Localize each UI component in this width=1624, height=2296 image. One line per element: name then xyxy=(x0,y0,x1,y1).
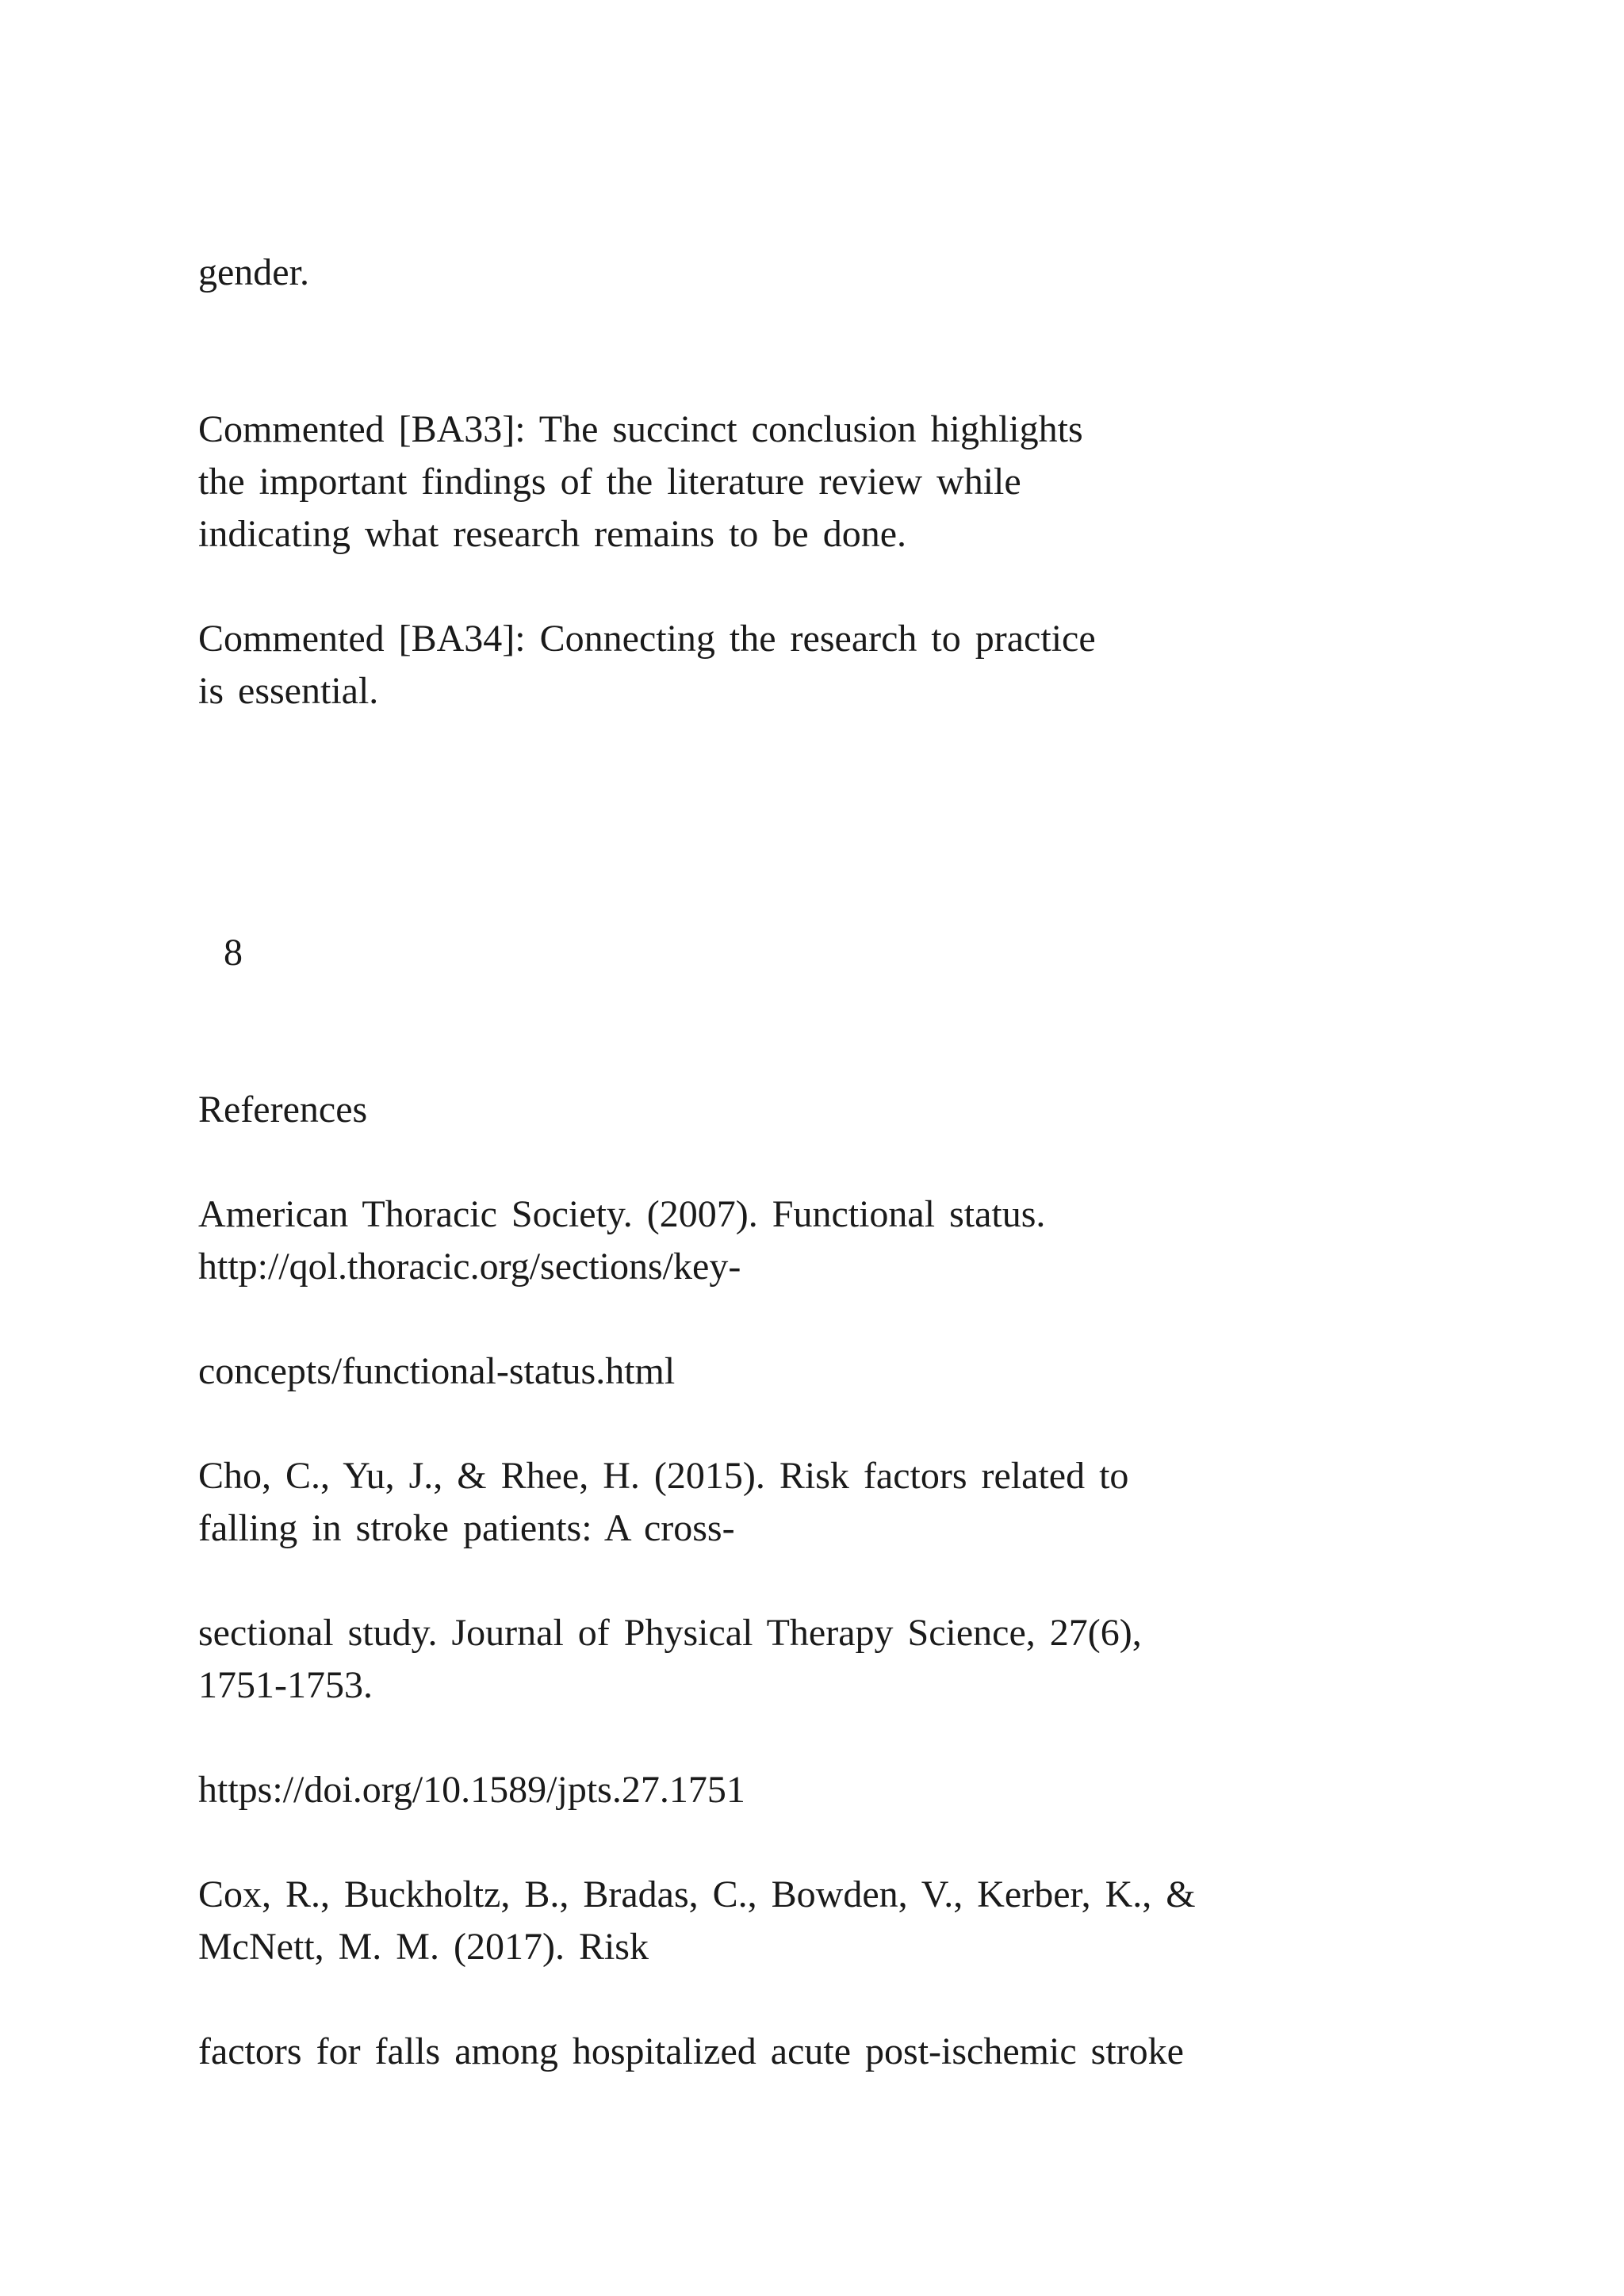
reference-line: McNett, M. M. (2017). Risk xyxy=(198,1926,649,1968)
reference-line: factors for falls among hospitalized acute post-ischemic stroke xyxy=(198,2030,1184,2072)
reference-line: 1751-1753. xyxy=(198,1664,373,1706)
comment-ba33-line: Commented [BA33]: The succinct conclusion highlights xyxy=(198,408,1083,450)
comment-ba33-line: indicating what research remains to be done. xyxy=(198,513,907,555)
comment-ba34-line: Commented [BA34]: Connecting the research to practice xyxy=(198,618,1096,660)
reference-line: sectional study. Journal of Physical Therapy Science, 27(6), xyxy=(198,1612,1142,1654)
reference-line: American Thoracic Society. (2007). Functional status. xyxy=(198,1193,1046,1235)
comment-ba33-line: the important findings of the literature review while xyxy=(198,461,1021,503)
reference-line: http://qol.thoracic.org/sections/key- xyxy=(198,1246,741,1288)
reference-line: Cox, R., Buckholtz, B., Bradas, C., Bowden, V., Kerber, K., & xyxy=(198,1873,1196,1915)
reference-line: Cho, C., Yu, J., & Rhee, H. (2015). Risk factors related to xyxy=(198,1455,1129,1497)
references-heading: References xyxy=(198,1089,368,1131)
page-number: 8 xyxy=(224,932,243,974)
reference-line: falling in stroke patients: A cross- xyxy=(198,1507,735,1549)
comment-ba34-line: is essential. xyxy=(198,670,379,712)
body-text-line: gender. xyxy=(198,251,309,293)
reference-line: concepts/functional-status.html xyxy=(198,1350,676,1392)
reference-doi-line: https://doi.org/10.1589/jpts.27.1751 xyxy=(198,1769,745,1811)
